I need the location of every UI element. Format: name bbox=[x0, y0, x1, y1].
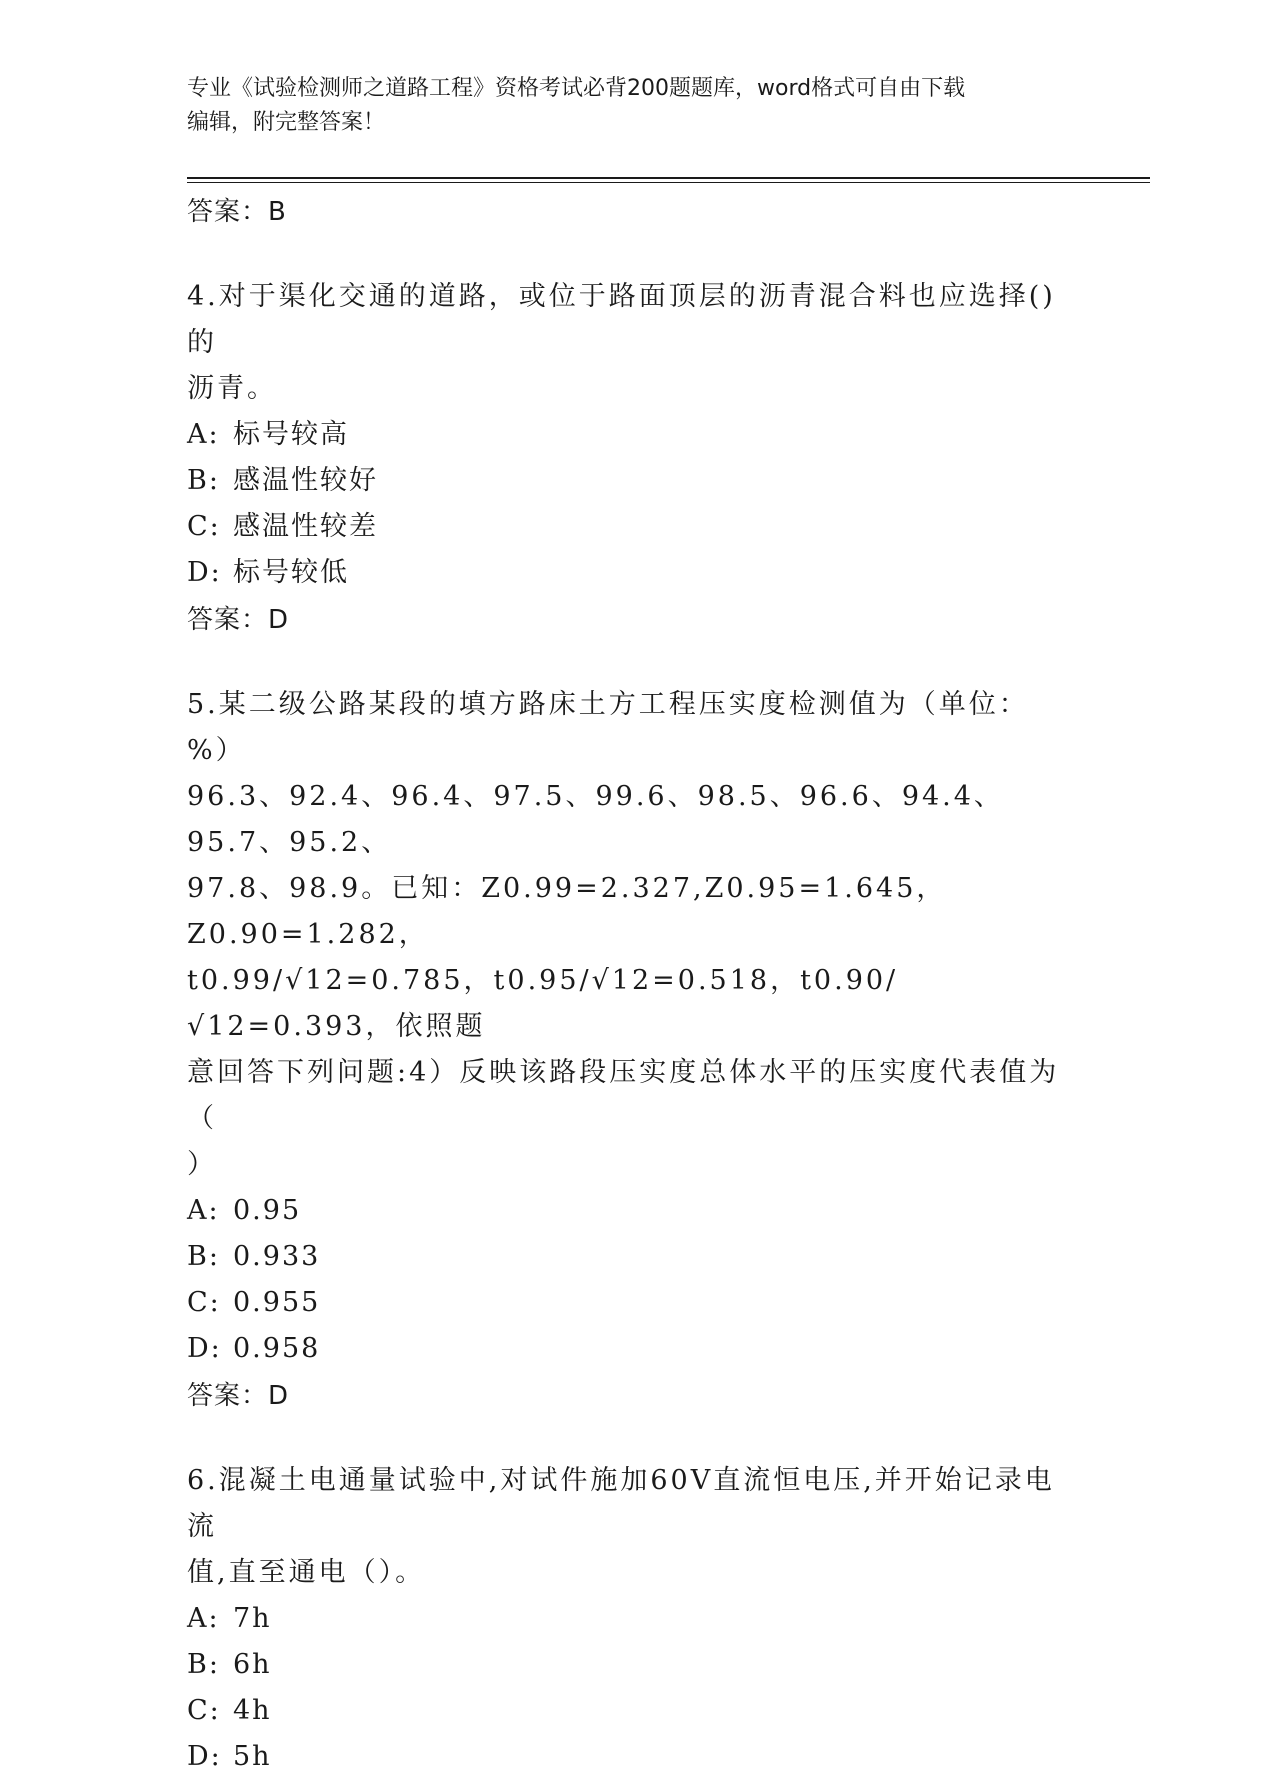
option-text: 感温性较差 bbox=[233, 511, 378, 542]
option-text: 标号较高 bbox=[233, 419, 349, 450]
option-d bbox=[187, 550, 1067, 596]
option-text: 0.958 bbox=[233, 1333, 321, 1364]
question-text bbox=[187, 274, 1067, 412]
option-text: 4h bbox=[233, 1695, 272, 1726]
option-b bbox=[187, 1642, 1067, 1688]
option-text: 0.95 bbox=[233, 1195, 302, 1226]
question-block bbox=[187, 682, 1067, 1420]
option-text: 0.955 bbox=[233, 1287, 321, 1318]
question-line: 值,直至通电（）。 bbox=[187, 1557, 426, 1588]
answer-line: 答案：B bbox=[187, 197, 287, 227]
option-text: 7h bbox=[233, 1603, 272, 1634]
question-text bbox=[187, 1458, 1067, 1596]
option-letter: D: bbox=[187, 1333, 222, 1364]
question-text bbox=[187, 682, 1067, 1188]
option-b bbox=[187, 1234, 1067, 1280]
question-line: 意回答下列问题:4）反映该路段压实度总体水平的压实度代表值为（ bbox=[187, 1057, 1060, 1134]
option-b bbox=[187, 458, 1067, 504]
header-divider-thin bbox=[187, 182, 1150, 183]
option-letter: D: bbox=[187, 557, 222, 588]
option-d bbox=[187, 1326, 1067, 1372]
question-line: 5.某二级公路某段的填方路床土方工程压实度检测值为（单位：%） bbox=[187, 689, 1029, 766]
option-letter: B: bbox=[187, 465, 220, 496]
question-line: 沥青。 bbox=[187, 373, 277, 404]
option-d bbox=[187, 1734, 1067, 1780]
option-letter: C: bbox=[187, 1695, 221, 1726]
question-block bbox=[187, 1458, 1067, 1780]
question-list bbox=[187, 188, 1067, 1780]
option-a bbox=[187, 412, 1067, 458]
option-letter: B: bbox=[187, 1241, 220, 1272]
header-divider-thick bbox=[187, 177, 1150, 179]
question-line: 97.8、98.9。已知：Z0.99=2.327,Z0.95=1.645，Z0.90=1.282， bbox=[187, 873, 947, 950]
option-text: 6h bbox=[233, 1649, 272, 1680]
option-letter: A: bbox=[187, 419, 220, 450]
option-text: 标号较低 bbox=[233, 557, 349, 588]
document-header bbox=[187, 72, 1077, 140]
option-c bbox=[187, 1280, 1067, 1326]
option-letter: C: bbox=[187, 1287, 221, 1318]
option-a bbox=[187, 1596, 1067, 1642]
question-line: ） bbox=[187, 1149, 217, 1180]
question-line: 6.混凝土电通量试验中,对试件施加60V直流恒电压,并开始记录电流 bbox=[187, 1465, 1055, 1542]
option-letter: D: bbox=[187, 1741, 222, 1772]
option-text: 5h bbox=[233, 1741, 272, 1772]
option-letter: B: bbox=[187, 1649, 220, 1680]
question-line: 4.对于渠化交通的道路，或位于路面顶层的沥青混合料也应选择()的 bbox=[187, 281, 1056, 358]
option-c bbox=[187, 1688, 1067, 1734]
answer-line: 答案：D bbox=[187, 605, 290, 635]
question-line: 96.3、92.4、96.4、97.5、99.6、98.5、96.6、94.4、95.7、95.2、 bbox=[187, 781, 1004, 858]
option-letter: A: bbox=[187, 1603, 220, 1634]
option-text: 感温性较好 bbox=[233, 465, 378, 496]
option-text: 0.933 bbox=[233, 1241, 321, 1272]
option-a bbox=[187, 1188, 1067, 1234]
header-line-1: 专业《试验检测师之道路工程》资格考试必背200题题库，word格式可自由下载 bbox=[187, 76, 966, 101]
option-letter: C: bbox=[187, 511, 221, 542]
question-line: t0.99/√12=0.785，t0.95/√12=0.518，t0.90/√12=0.393，依照题 bbox=[187, 965, 899, 1042]
header-line-2: 编辑，附完整答案！ bbox=[187, 110, 386, 135]
option-c bbox=[187, 504, 1067, 550]
question-block bbox=[187, 274, 1067, 644]
option-letter: A: bbox=[187, 1195, 220, 1226]
answer-line: 答案：D bbox=[187, 1381, 290, 1411]
